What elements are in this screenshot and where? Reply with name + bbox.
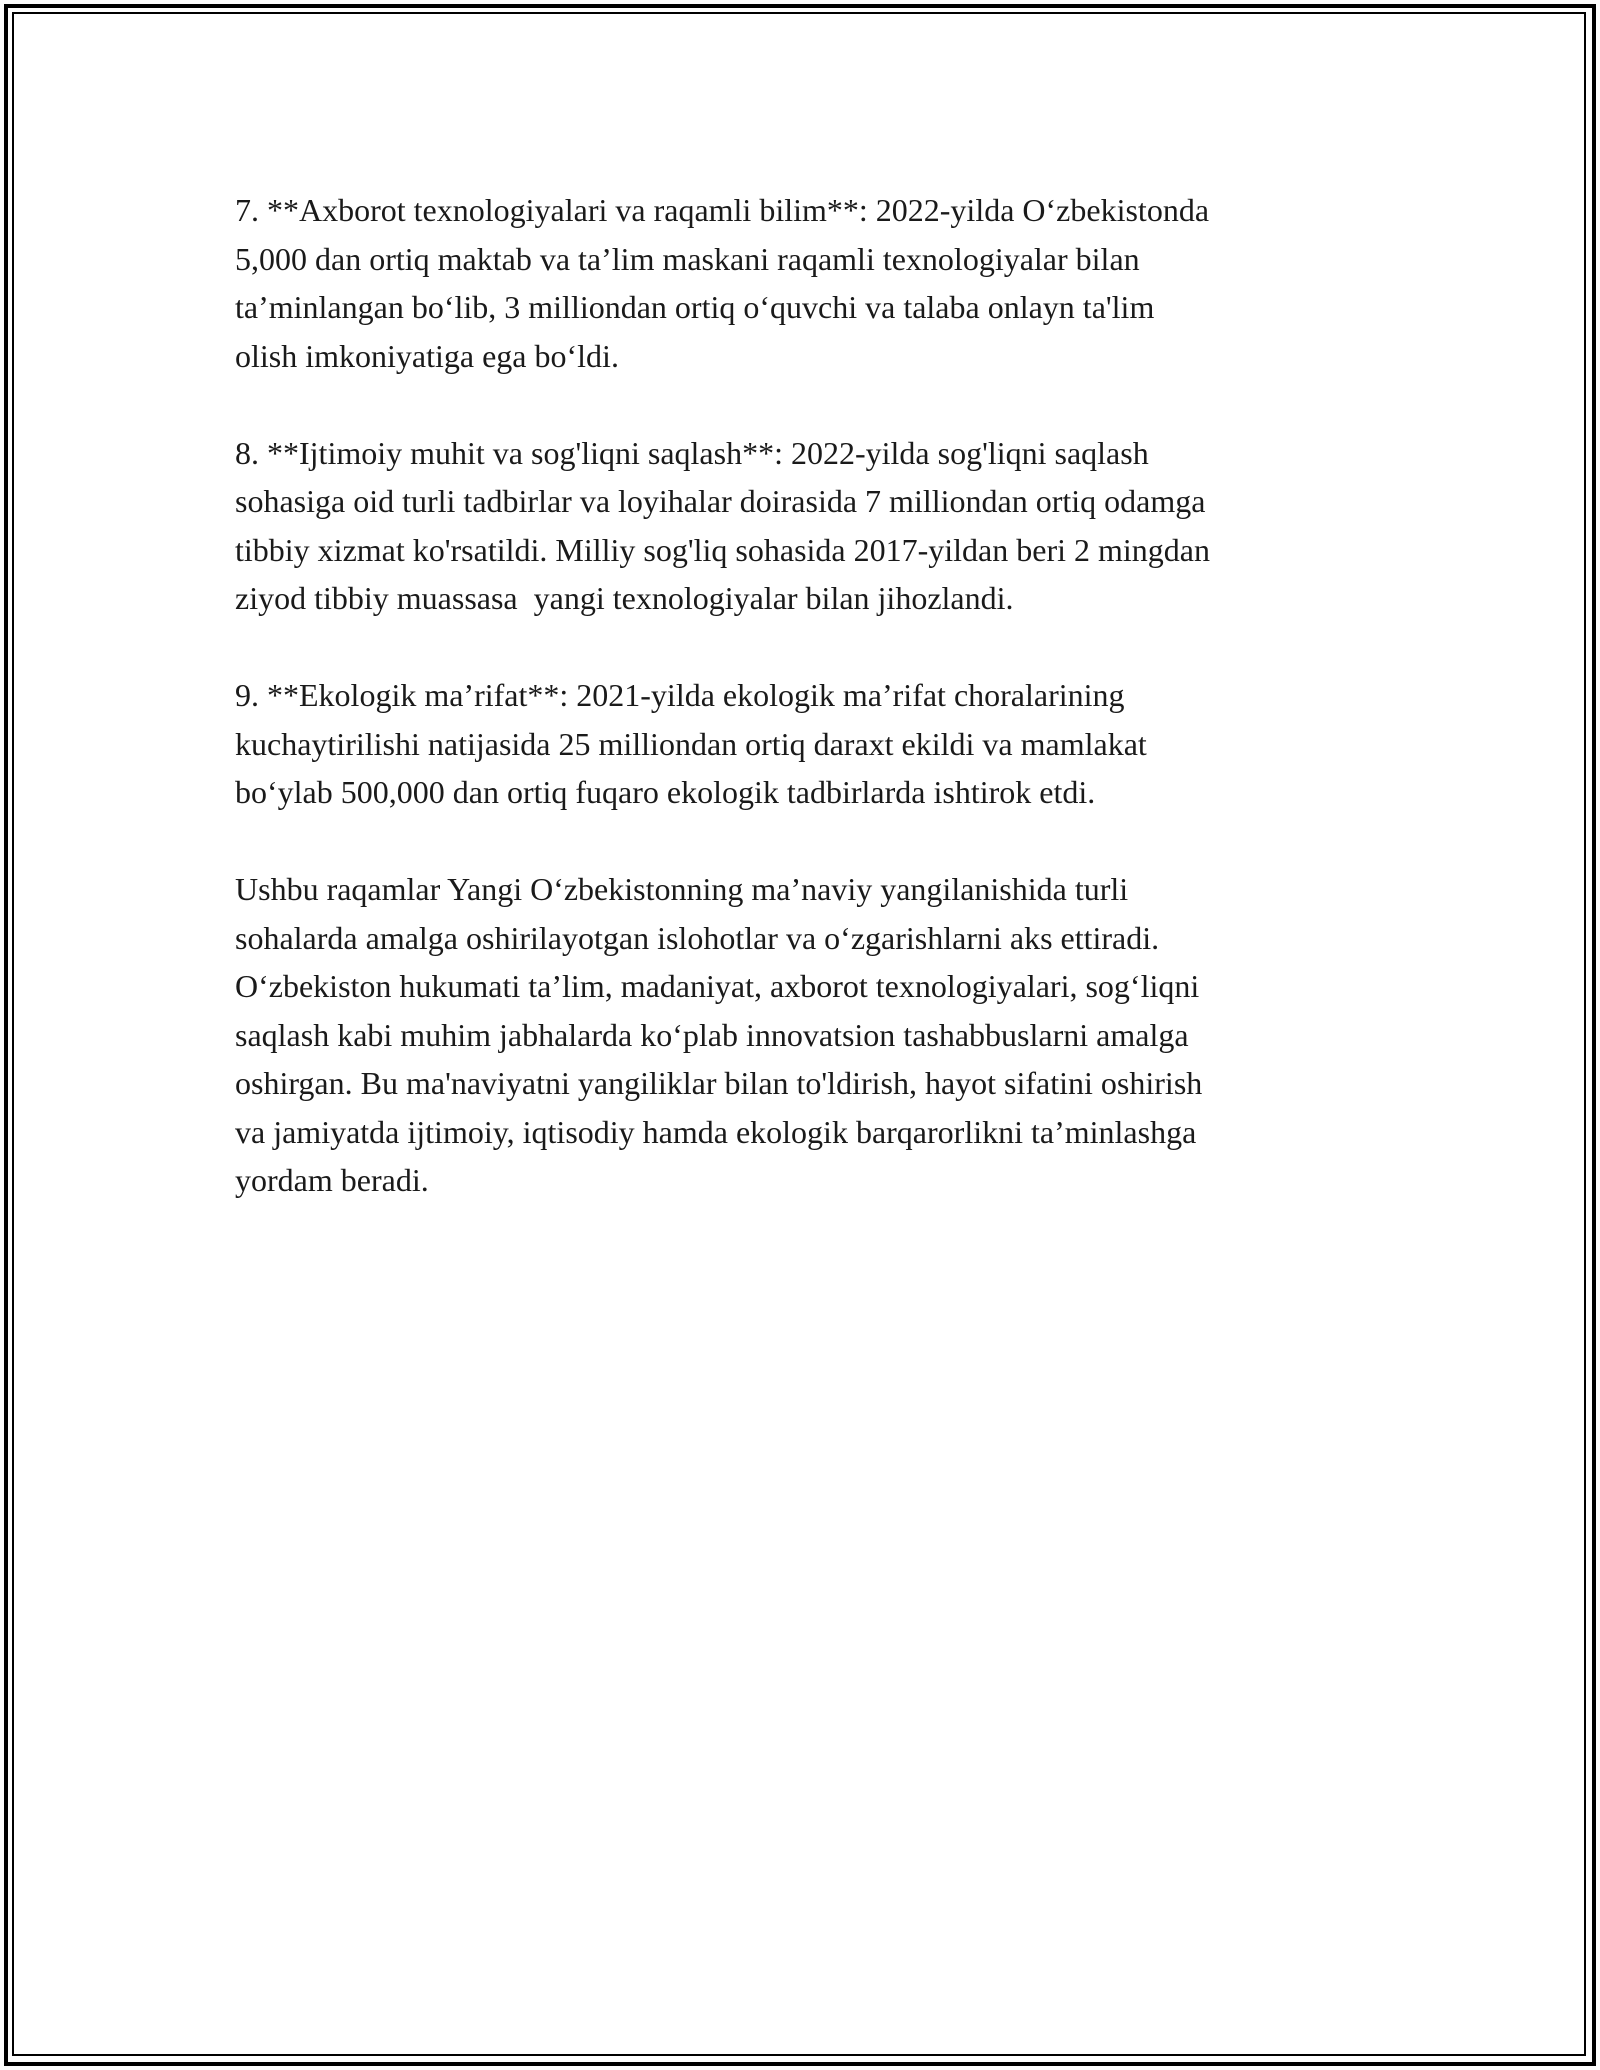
- paragraph-item-9: 9. **Ekologik ma’rifat**: 2021-yilda ekologik ma’rifat choralarining kuchaytirilishi natijasida 25 milliondan ortiq daraxt ekildi va mamlakat bo‘ylab 500,000 dan ortiq fuqaro ekologik tadbirlarda ishtirok etdi.: [235, 677, 1147, 810]
- document-body: [235, 186, 1365, 1205]
- paragraph-conclusion: Ushbu raqamlar Yangi O‘zbekistonning ma’naviy yangilanishida turli sohalarda amalga oshirilayotgan islohotlar va o‘zgarishlarni aks ettiradi. O‘zbekiston hukumati ta’lim, madaniyat, axborot texnologiyalari, sog‘liqni saqlash kabi muhim jabhalarda ko‘plab innovatsion tashabbuslarni amalga oshirgan. Bu ma'naviyatni yangiliklar bilan to'ldirish, hayot sifatini oshirish va jamiyatda ijtimoiy, iqtisodiy hamda ekologik barqarorlikni ta’minlashga yordam beradi.: [235, 871, 1203, 1198]
- paragraph-item-8: 8. **Ijtimoiy muhit va sog'liqni saqlash**: 2022-yilda sog'liqni saqlash sohasiga oid turli tadbirlar va loyihalar doirasida 7 milliondan ortiq odamga tibbiy xizmat ko'rsatildi. Milliy sog'liq sohasida 2017-yildan beri 2 mingdan ziyod tibbiy muassasa yangi texnologiyalar bilan jihozlandi.: [235, 434, 1210, 616]
- paragraph-item-7: 7. **Axborot texnologiyalari va raqamli bilim**: 2022-yilda O‘zbekistonda 5,000 dan ortiq maktab va ta’lim maskani raqamli texnologiyalar bilan ta’minlangan bo‘lib, 3 milliondan ortiq o‘quvchi va talaba onlayn ta'lim olish imkoniyatiga ega bo‘ldi.: [235, 192, 1210, 374]
